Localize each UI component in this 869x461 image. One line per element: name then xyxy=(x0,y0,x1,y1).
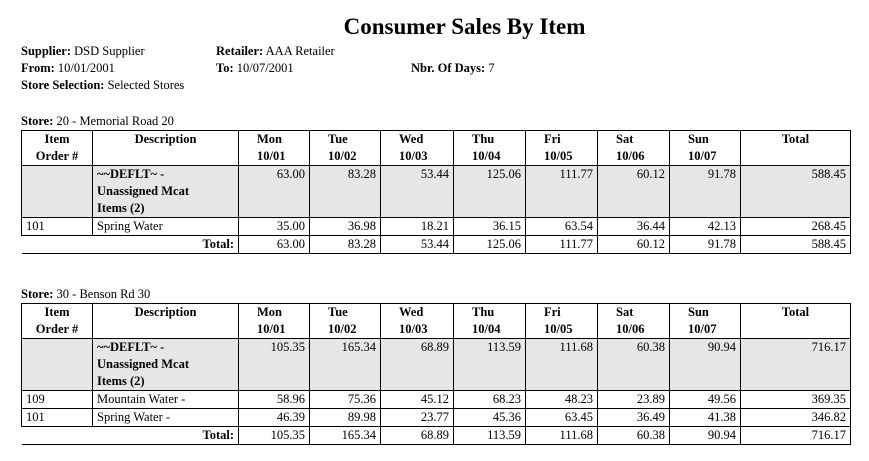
col-day: Wed 10/03 xyxy=(381,131,454,166)
col-day: Tue 10/02 xyxy=(310,304,381,339)
to-label: To: xyxy=(216,61,234,75)
col-day: Sat 10/06 xyxy=(598,131,670,166)
value-cell: 36.49 xyxy=(598,409,670,427)
table-row xyxy=(22,391,851,409)
total-cell: 716.17 xyxy=(741,339,851,391)
total-value: 68.89 xyxy=(381,427,454,445)
supplier-label: Supplier: xyxy=(21,44,72,58)
table-row xyxy=(22,409,851,427)
item-description: Spring Water xyxy=(93,218,239,236)
store-name: 30 - Benson Rd 30 xyxy=(56,287,151,301)
col-day: Thu 10/04 xyxy=(454,304,526,339)
store-selection-label: Store Selection: xyxy=(21,78,105,92)
col-day: Tue 10/02 xyxy=(310,131,381,166)
col-day: Sat 10/06 xyxy=(598,304,670,339)
item-number: 101 xyxy=(22,218,93,236)
total-value: 90.94 xyxy=(670,427,741,445)
value-cell: 90.94 xyxy=(670,339,741,391)
supplier-value: DSD Supplier xyxy=(74,44,145,58)
value-cell: 63.45 xyxy=(526,409,598,427)
to-field xyxy=(216,61,294,76)
retailer-label: Retailer: xyxy=(216,44,264,58)
value-cell: 91.78 xyxy=(670,166,741,218)
from-label: From: xyxy=(21,61,55,75)
store-selection-field xyxy=(21,78,184,93)
value-cell: 18.21 xyxy=(381,218,454,236)
retailer-field xyxy=(216,44,335,59)
value-cell: 68.23 xyxy=(454,391,526,409)
col-description: Description xyxy=(93,304,239,339)
col-day: Wed 10/03 xyxy=(381,304,454,339)
total-value: 60.12 xyxy=(598,236,670,254)
value-cell: 111.77 xyxy=(526,166,598,218)
col-item-order: Item Order # xyxy=(22,131,93,166)
total-value: 165.34 xyxy=(310,427,381,445)
days-label: Nbr. Of Days: xyxy=(411,61,486,75)
value-cell: 89.98 xyxy=(310,409,381,427)
value-cell: 63.00 xyxy=(239,166,310,218)
to-value: 10/07/2001 xyxy=(236,61,294,75)
sales-table xyxy=(21,130,851,254)
value-cell: 75.36 xyxy=(310,391,381,409)
table-header-row xyxy=(22,131,851,166)
value-cell: 36.98 xyxy=(310,218,381,236)
col-total: Total xyxy=(741,131,851,166)
value-cell: 45.36 xyxy=(454,409,526,427)
col-day: Mon 10/01 xyxy=(239,131,310,166)
total-value: 83.28 xyxy=(310,236,381,254)
value-cell: 23.77 xyxy=(381,409,454,427)
item-description: Mountain Water - xyxy=(93,391,239,409)
table-row xyxy=(22,218,851,236)
store-label: Store: xyxy=(21,287,54,301)
store-heading xyxy=(21,114,174,129)
value-cell: 36.15 xyxy=(454,218,526,236)
col-day: Sun 10/07 xyxy=(670,131,741,166)
total-value: 91.78 xyxy=(670,236,741,254)
mcat-item-cell xyxy=(22,339,93,391)
retailer-value: AAA Retailer xyxy=(265,44,335,58)
value-cell: 36.44 xyxy=(598,218,670,236)
col-day: Fri 10/05 xyxy=(526,304,598,339)
col-total: Total xyxy=(741,304,851,339)
total-value: 53.44 xyxy=(381,236,454,254)
store-label: Store: xyxy=(21,114,54,128)
total-cell: 346.82 xyxy=(741,409,851,427)
grand-total-value: 716.17 xyxy=(741,427,851,445)
value-cell: 105.35 xyxy=(239,339,310,391)
total-value: 60.38 xyxy=(598,427,670,445)
item-number: 109 xyxy=(22,391,93,409)
value-cell: 111.68 xyxy=(526,339,598,391)
store-heading xyxy=(21,287,150,302)
value-cell: 58.96 xyxy=(239,391,310,409)
store-selection-value: Selected Stores xyxy=(107,78,185,92)
value-cell: 165.34 xyxy=(310,339,381,391)
value-cell: 60.12 xyxy=(598,166,670,218)
col-day: Fri 10/05 xyxy=(526,131,598,166)
col-item-order: Item Order # xyxy=(22,304,93,339)
from-value: 10/01/2001 xyxy=(57,61,115,75)
col-day: Thu 10/04 xyxy=(454,131,526,166)
mcat-row xyxy=(22,166,851,218)
value-cell: 68.89 xyxy=(381,339,454,391)
value-cell: 42.13 xyxy=(670,218,741,236)
total-label: Total: xyxy=(22,427,239,445)
supplier-field xyxy=(21,44,145,59)
total-value: 125.06 xyxy=(454,236,526,254)
total-cell: 369.35 xyxy=(741,391,851,409)
item-description: Spring Water - xyxy=(93,409,239,427)
item-number: 101 xyxy=(22,409,93,427)
total-value: 63.00 xyxy=(239,236,310,254)
value-cell: 41.38 xyxy=(670,409,741,427)
mcat-item-cell xyxy=(22,166,93,218)
value-cell: 46.39 xyxy=(239,409,310,427)
store-name: 20 - Memorial Road 20 xyxy=(56,114,174,128)
col-day: Mon 10/01 xyxy=(239,304,310,339)
from-field xyxy=(21,61,115,76)
total-cell: 268.45 xyxy=(741,218,851,236)
total-value: 105.35 xyxy=(239,427,310,445)
mcat-row xyxy=(22,339,851,391)
report-title: Consumer Sales By Item xyxy=(343,14,586,39)
grand-total-value: 588.45 xyxy=(741,236,851,254)
totals-row xyxy=(22,427,851,445)
value-cell: 83.28 xyxy=(310,166,381,218)
sales-table xyxy=(21,303,851,445)
total-label: Total: xyxy=(22,236,239,254)
total-value: 113.59 xyxy=(454,427,526,445)
mcat-description: ~~DEFLT~ - Unassigned Mcat Items (2) xyxy=(93,339,239,391)
value-cell: 125.06 xyxy=(454,166,526,218)
total-cell: 588.45 xyxy=(741,166,851,218)
value-cell: 113.59 xyxy=(454,339,526,391)
value-cell: 48.23 xyxy=(526,391,598,409)
days-value: 7 xyxy=(488,61,495,75)
mcat-description: ~~DEFLT~ - Unassigned Mcat Items (2) xyxy=(93,166,239,218)
col-day: Sun 10/07 xyxy=(670,304,741,339)
days-field xyxy=(411,61,495,76)
totals-row xyxy=(22,236,851,254)
total-value: 111.68 xyxy=(526,427,598,445)
value-cell: 49.56 xyxy=(670,391,741,409)
table-header-row xyxy=(22,304,851,339)
col-description: Description xyxy=(93,131,239,166)
value-cell: 45.12 xyxy=(381,391,454,409)
total-value: 111.77 xyxy=(526,236,598,254)
value-cell: 60.38 xyxy=(598,339,670,391)
value-cell: 23.89 xyxy=(598,391,670,409)
value-cell: 53.44 xyxy=(381,166,454,218)
value-cell: 35.00 xyxy=(239,218,310,236)
value-cell: 63.54 xyxy=(526,218,598,236)
